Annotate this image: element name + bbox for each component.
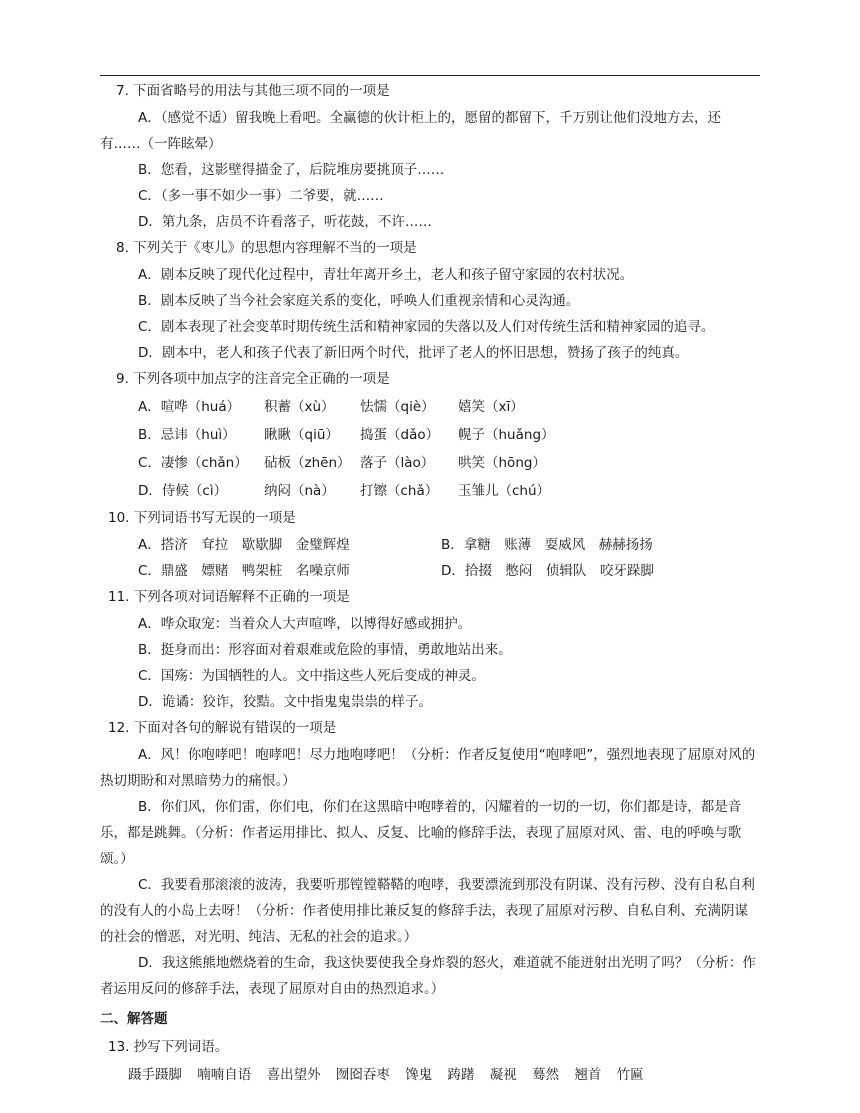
option-a: A．哗众取宠：当着众人大声喧哗，以博得好感或拥护。 [138, 616, 472, 632]
option-a: A．搭济 耷拉 歇歇脚 金璧辉煌 [138, 537, 350, 553]
pinyin-item: 怯懦（qiè） [360, 399, 435, 415]
word-item: 凝视 [489, 1067, 517, 1083]
word-item: 竹匾 [616, 1067, 644, 1083]
pinyin-item: C．凄惨（chǎn） [138, 455, 248, 471]
pinyin-item: 砧板（zhēn） [264, 455, 351, 471]
pinyin-item: 哄笑（hōng） [458, 455, 546, 471]
option-c: C．鼎盛 嫖赌 鸭架桩 名噪京师 [138, 563, 350, 579]
option-d: D．剧本中，老人和孩子代表了新旧两个时代，批评了老人的怀旧思想，赞扬了孩子的纯真。 [138, 345, 689, 361]
word-item: 囫囵吞枣 [335, 1067, 390, 1083]
option-d: D．第九条，店员不许看落子，听花鼓，不许…… [138, 214, 432, 230]
word-item: 喃喃自语 [197, 1067, 252, 1083]
question-title: 8. 下列关于《枣儿》的思想内容理解不当的一项是 [116, 240, 417, 256]
question-10 [100, 505, 760, 584]
question-title: 13. 抄写下列词语。 [108, 1039, 229, 1055]
section-heading: 二、解答题 [100, 1011, 168, 1027]
option-c: C．我要看那滚滚的波涛，我要听那镗镗鞳鞳的咆哮，我要漂流到那没有阴谋、没有污秽、没有自私自利的没有人的小岛上去呀！（分析：作者使用排比兼反复的修辞手法，表现了屈原对污秽、自私自利、充满阴谋的社会的憎恶，对光明、纯洁、无私的社会的追求。） [100, 877, 755, 945]
word-item: 翘首 [574, 1067, 602, 1083]
word-list [100, 1061, 760, 1089]
option-row-cd [100, 558, 760, 584]
option-d: D．拾掇 憋闷 侦辑队 咬牙跺脚 [441, 563, 654, 579]
option-a: A．剧本反映了现代化过程中，青壮年离开乡土，老人和孩子留守家园的农村状况。 [138, 267, 634, 283]
option-b: B．剧本反映了当今社会家庭关系的变化，呼唤人们重视亲情和心灵沟通。 [138, 293, 580, 309]
pinyin-item: D．侍候（cì） [138, 483, 228, 499]
option-d: D．诡谲：狡诈，狡黠。文中指鬼鬼祟祟的样子。 [138, 694, 432, 710]
option-row-b [100, 421, 760, 449]
option-row-c [100, 449, 760, 477]
pinyin-item: 玉雏儿（chú） [458, 483, 551, 499]
word-item: 馋鬼 [405, 1067, 433, 1083]
pinyin-item: 落子（lào） [360, 455, 435, 471]
word-item: 踌躇 [447, 1067, 475, 1083]
option-row-a [100, 393, 760, 421]
document-body [100, 78, 760, 1089]
question-11 [100, 584, 760, 715]
question-12 [100, 715, 760, 1002]
pinyin-item: 积蓄（xù） [264, 399, 335, 415]
option-b: B．你们风，你们雷，你们电，你们在这黑暗中咆哮着的，闪耀着的一切的一切，你们都是诗，都是音乐，都是跳舞。（分析：作者运用排比、拟人、反复、比喻的修辞手法，表现了屈原对风、雷、电的呼唤与歌颂。） [100, 799, 742, 867]
question-title: 11. 下列各项对词语解释不正确的一项是 [108, 589, 350, 605]
question-13 [100, 1034, 760, 1089]
option-c: C．（多一事不如少一事）二爷要，就…… [138, 188, 384, 204]
word-item: 喜出望外 [266, 1067, 321, 1083]
question-title: 10. 下列词语书写无误的一项是 [108, 510, 296, 526]
question-title: 7. 下面省略号的用法与其他三项不同的一项是 [116, 83, 390, 99]
option-row-ab [100, 532, 760, 558]
word-item: 蓦然 [532, 1067, 560, 1083]
pinyin-item: B．忌讳（huì） [138, 427, 236, 443]
option-c: C．国殇：为国牺牲的人。文中指这些人死后变成的神灵。 [138, 668, 485, 684]
pinyin-item: 嬉笑（xī） [458, 399, 524, 415]
option-d: D．我这熊熊地燃烧着的生命，我这快要使我全身炸裂的怒火，难道就不能迸射出光明了吗？（分析：作者运用反问的修辞手法，表现了屈原对自由的热烈追求。） [100, 955, 756, 997]
pinyin-item: A．喧哗（huá） [138, 399, 241, 415]
question-9 [100, 366, 760, 505]
pinyin-item: 捣蛋（dǎo） [360, 427, 440, 443]
pinyin-item: 纳闷（nà） [264, 483, 335, 499]
option-b: B．挺身而出：形容面对着艰难或危险的事情，勇敢地站出来。 [138, 642, 512, 658]
option-b: B．拿糖 账薄 耍威风 赫赫扬扬 [441, 537, 653, 553]
option-a: A．风！你咆哮吧！咆哮吧！尽力地咆哮吧！（分析：作者反复使用“咆哮吧”，强烈地表现了屈原对风的热切期盼和对黑暗势力的痛恨。） [100, 747, 756, 789]
option-c: C．剧本表现了社会变革时期传统生活和精神家园的失落以及人们对传统生活和精神家园的追寻。 [138, 319, 715, 335]
option-row-d [100, 477, 760, 505]
option-a: A．（感觉不适）留我晚上看吧。全赢德的伙计柜上的，愿留的都留下，千万别让他们没地方去，还有……（一阵眩晕） [100, 110, 721, 152]
question-8 [100, 235, 760, 366]
header-rule [100, 75, 760, 76]
pinyin-item: 打镲（chǎ） [360, 483, 439, 499]
question-7 [100, 78, 760, 235]
pinyin-item: 瞅瞅（qiū） [264, 427, 339, 443]
word-item: 蹑手蹑脚 [128, 1067, 182, 1083]
question-title: 12. 下面对各句的解说有错误的一项是 [108, 720, 337, 736]
question-title: 9. 下列各项中加点字的注音完全正确的一项是 [116, 371, 390, 387]
option-b: B．您看，这影壁得描金了，后院堆房要挑顶子…… [138, 162, 445, 178]
pinyin-item: 幌子（huǎng） [458, 427, 555, 443]
